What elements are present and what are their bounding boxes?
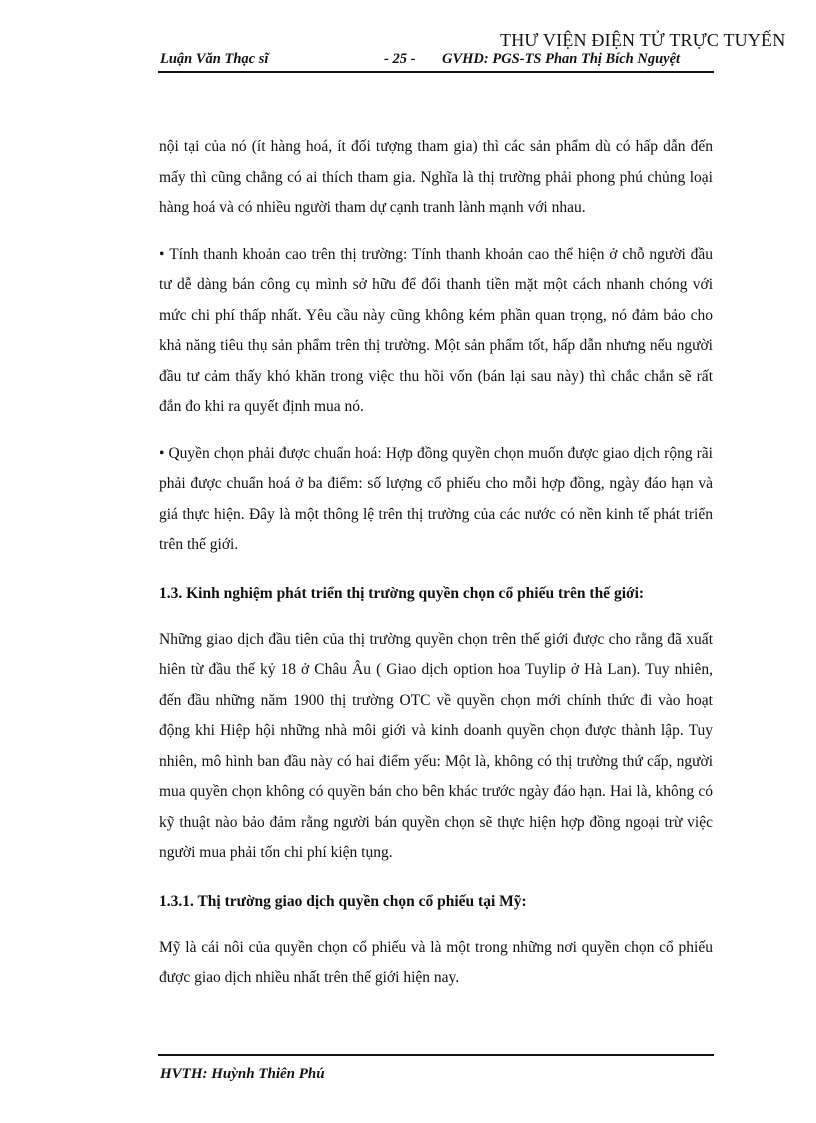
paragraph-usa: Mỹ là cái nôi của quyền chọn cổ phiếu và là một trong những nơi quyền chọn cổ phiếu được giao dịch nhiều nhất trên thế giới hiện nay. <box>159 938 713 986</box>
header-supervisor: GVHD: PGS-TS Phan Thị Bích Nguyệt <box>442 51 681 67</box>
bullet-liquidity: • Tính thanh khoản cao trên thị trường: Tính thanh khoản cao thể hiện ở chỗ người đầu tư dễ dàng bán công cụ mình sở hữu để đổi thanh tiền mặt một cách nhanh chóng với mức chi phí thấp nhất. Yêu cầu này cũng không kém phần quan trọng, nó đảm bảo cho khả năng tiêu thụ sản phẩm trên thị trường. Một sản phẩm tốt, hấp dẫn nhưng nếu người đầu tư cảm thấy khó khăn trong việc thu hồi vốn (bán lại sau này) thì chắc chắn sẽ rất đắn đo khi ra quyết định mua nó. <box>159 240 713 423</box>
page-header <box>158 47 714 73</box>
bullet-standardization: • Quyền chọn phải được chuẩn hoá: Hợp đồng quyền chọn muốn được giao dịch rộng rãi phải được chuẩn hoá ở ba điểm: số lượng cổ phiếu cho mỗi hợp đồng, ngày đáo hạn và giá thực hiện. Đây là một thông lệ trên thị trường của các nước có nền kinh tế phát triển trên thế giới. <box>159 439 713 561</box>
page-number: - 25 - <box>384 51 416 67</box>
section-heading-1-3: 1.3. Kinh nghiệm phát triển thị trường quyền chọn cổ phiếu trên thế giới: <box>159 584 645 602</box>
paragraph-1: nội tại của nó (ít hàng hoá, ít đối tượng tham gia) thì các sản phẩm dù có hấp dẫn đến mấy thì cũng chẳng có ai thích tham gia. Nghĩa là thị trường phải phong phú chủng loại hàng hoá và có nhiều người tham dự cạnh tranh lành mạnh với nhau. <box>159 138 713 216</box>
footer-author: HVTH: Huỳnh Thiên Phú <box>160 1066 325 1082</box>
library-watermark: THƯ VIỆN ĐIỆN TỬ TRỰC TUYẾN <box>500 30 786 50</box>
paragraph-history: Những giao dịch đầu tiên của thị trường quyền chọn trên thế giới được cho rằng đã xuất hiên từ đầu thế kỷ 18 ở Châu Âu ( Giao dịch option hoa Tuylip ở Hà Lan). Tuy nhiên, đến đầu những năm 1900 thị trường OTC về quyền chọn mới chính thức đi vào hoạt động khi Hiệp hội những nhà môi giới và kinh doanh quyền chọn được thành lập. Tuy nhiên, mô hình ban đầu này có hai điểm yếu: Một là, không có thị trường thứ cấp, người mua quyền chọn không có quyền bán cho bên khác trước ngày đáo hạn. Hai là, không có kỹ thuật nào bảo đảm rằng người bán quyền chọn sẽ thực hiện hợp đồng ngoại trừ việc người mua phải tốn chi phí kiện tụng. <box>159 630 713 861</box>
page-body <box>159 132 713 994</box>
header-thesis-type: Luận Văn Thạc sĩ <box>160 51 269 67</box>
page-footer <box>158 1054 714 1082</box>
section-heading-1-3-1: 1.3.1. Thị trường giao dịch quyền chọn cổ phiếu tại Mỹ: <box>159 892 527 910</box>
